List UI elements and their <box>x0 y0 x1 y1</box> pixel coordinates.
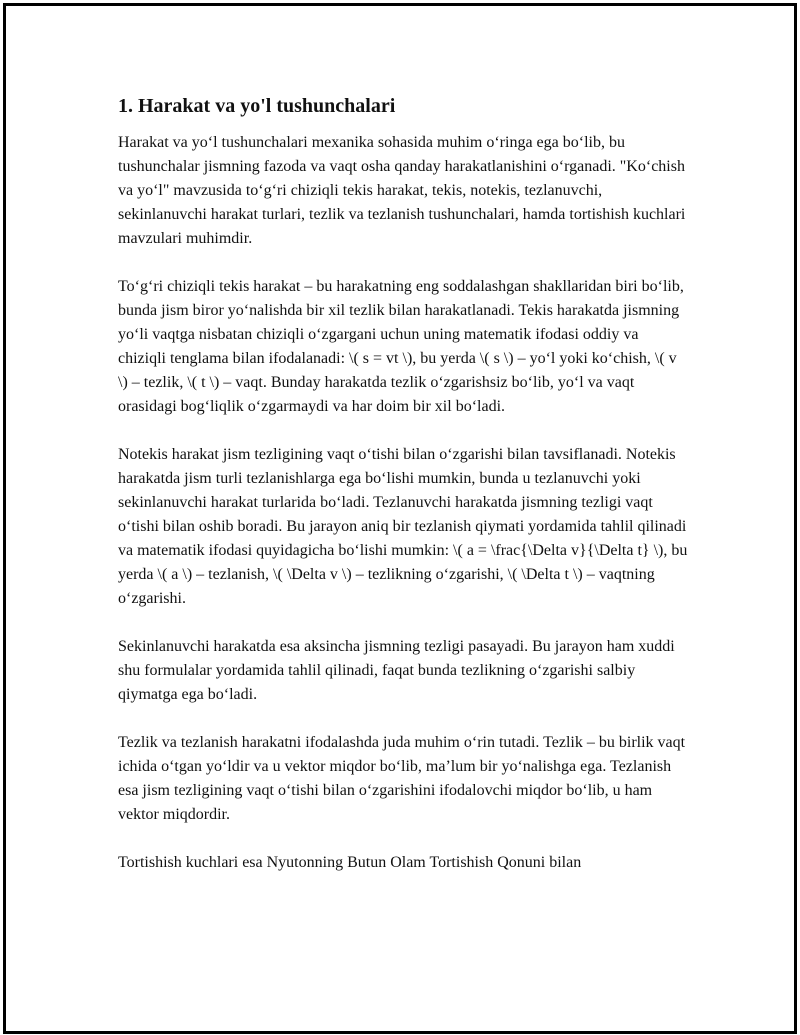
paragraph-gravitation: Tortishish kuchlari esa Nyutonning Butun Olam Tortishish Qonuni bilan <box>118 854 582 871</box>
section-heading: 1. Harakat va yo'l tushunchalari <box>118 95 396 117</box>
paragraph-decelerating-motion: Sekinlanuvchi harakatda esa aksincha jismning tezligi pasayadi. Bu jarayon ham xuddi shu formulalar yordamida tahlil qilinadi, faqat bunda tezlikning o‘zgarishi salbiy qiymatga ega bo‘ladi. <box>118 638 675 703</box>
document-body <box>118 92 688 899</box>
paragraph-intro: Harakat va yo‘l tushunchalari mexanika sohasida muhim o‘ringa ega bo‘lib, bu tushunchalar jismning fazoda va vaqt osha qanday harakatlanishini o‘rganadi. "Ko‘chish va yo‘l" mavzusida to‘g‘ri chiziqli tekis harakat, tekis, notekis, tezlanuvchi, sekinlanuvchi harakat turlari, tezlik va tezlanish tushunchalari, hamda tortishish kuchlari mavzulari muhimdir. <box>118 134 686 247</box>
paragraph-uniform-motion: To‘g‘ri chiziqli tekis harakat – bu harakatning eng soddalashgan shakllaridan biri bo‘lib, bunda jism biror yo‘nalishda bir xil tezlik bilan harakatlanadi. Tekis harakatda jismning yo‘li vaqtga nisbatan chiziqli o‘zgargani uchun uning matematik ifodasi oddiy va chiziqli tenglama bilan ifodalanadi: \( s = vt \), bu yerda \( s \) – yo‘l yoki ko‘chish, \( v \) – tezlik, \( t \) – vaqt. Bunday harakatda tezlik o‘zgarishsiz bo‘lib, yo‘l va vaqt orasidagi bog‘liqlik o‘zgarmaydi va har doim bir xil bo‘ladi. <box>118 278 684 415</box>
paragraph-velocity-acceleration: Tezlik va tezlanish harakatni ifodalashda juda muhim o‘rin tutadi. Tezlik – bu birlik vaqt ichida o‘tgan yo‘ldir va u vektor miqdor bo‘lib, ma’lum bir yo‘nalishga ega. Tezlanish esa jism tezligining vaqt o‘tishi bilan o‘zgarishini ifodalovchi miqdor bo‘lib, u ham vektor miqdordir. <box>118 734 686 823</box>
paragraph-nonuniform-motion: Notekis harakat jism tezligining vaqt o‘tishi bilan o‘zgarishi bilan tavsiflanadi. Notekis harakatda jism turli tezlanishlarga ega bo‘lishi mumkin, bunda u tezlanuvchi yoki sekinlanuvchi harakat turlarida bo‘ladi. Tezlanuvchi harakatda jismning tezligi vaqt o‘tishi bilan oshib boradi. Bu jarayon aniq bir tezlanish qiymati yordamida tahlil qilinadi va matematik ifodasi quyidagicha bo‘lishi mumkin: \( a = \frac{\Delta v}{\Delta t} \), bu yerda \( a \) – tezlanish, \( \Delta v \) – tezlikning o‘zgarishi, \( \Delta t \) – vaqtning o‘zgarishi. <box>118 446 688 607</box>
